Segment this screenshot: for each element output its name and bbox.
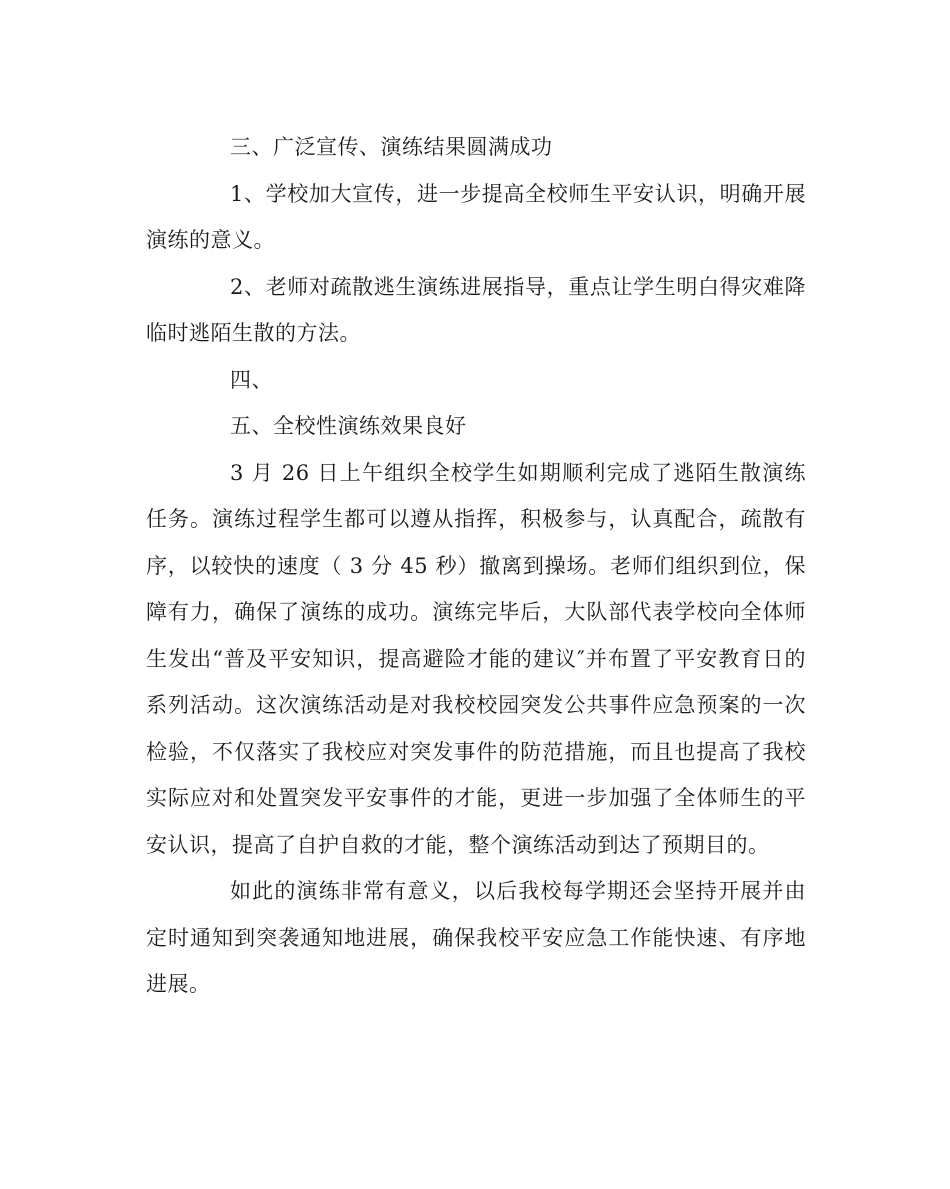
document-body (146, 124, 806, 1008)
section-heading-4: 四、 (230, 367, 273, 392)
paragraph-drill-summary: 3 月 26 日上午组织全校学生如期顺利完成了逃陌生散演练任务。演练过程学生都可以遵从指挥，积极参与，认真配合，疏散有序，以较快的速度（ 3 分 45 秒）撤离到操场。老师们组织到位，保障有力，确保了演练的成功。演练完毕后，大队部代表学校向全体师生发出“普及平安知识，提高避险才能的建议″并布置了平安教育日的系列活动。这次演练活动是对我校校园突发公共事件应急预案的一次检验，不仅落实了我校应对突发事件的防范措施，而且也提高了我校实际应对和处置突发平安事件的才能，更进一步加强了全体师生的平安认识，提高了自护自救的才能，整个演练活动到达了预期目的。 (146, 460, 806, 857)
section-heading-5: 五、全校性演练效果良好 (230, 414, 467, 438)
paragraph-conclusion: 如此的演练非常有意义，以后我校每学期还会坚持开展并由定时通知到突袭通知地进展，确保我校平安应急工作能快速、有序地进展。 (146, 879, 806, 996)
section-heading-3: 三、广泛宣传、演练结果圆满成功 (230, 135, 553, 159)
paragraph-item-1: 1、学校加大宣传，进一步提高全校师生平安认识，明确开展演练的意义。 (146, 181, 806, 252)
paragraph-item-2: 2、老师对疏散逃生演练进展指导，重点让学生明白得灾难降临时逃陌生散的方法。 (146, 274, 806, 345)
